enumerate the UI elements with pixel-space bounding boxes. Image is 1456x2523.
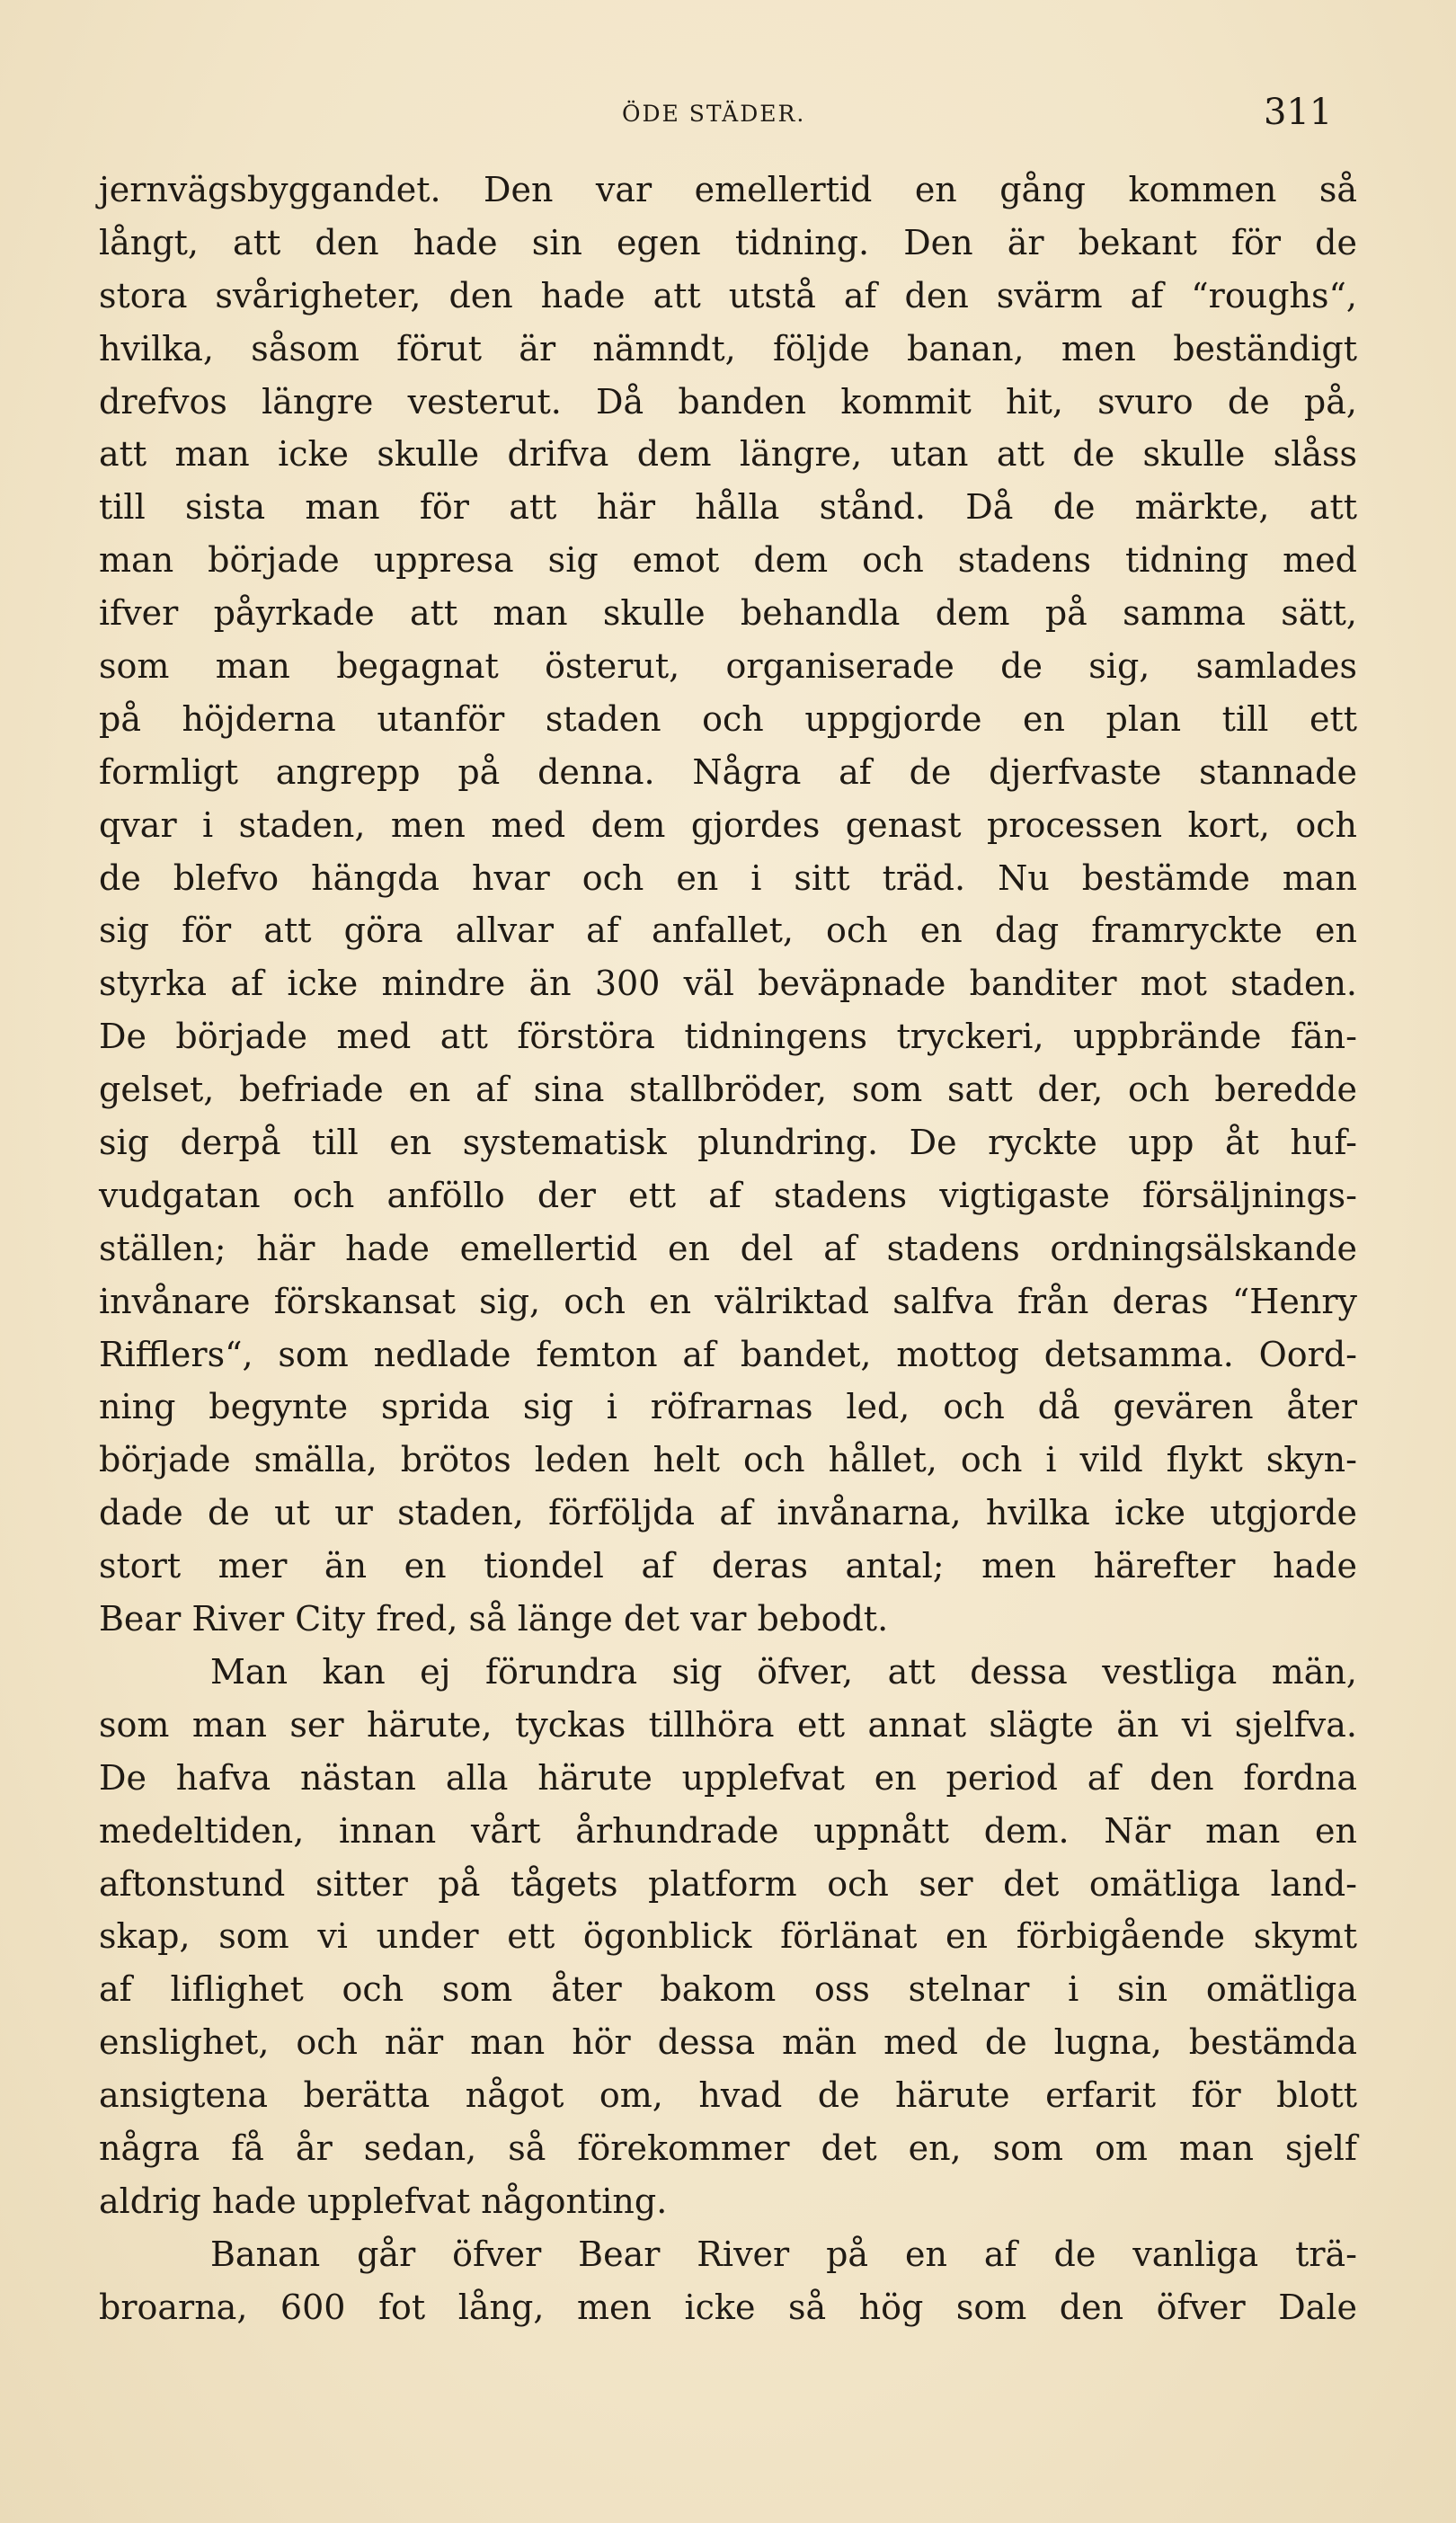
text-line: Bear River City fred, så länge det var bebodt. [99, 1599, 889, 1639]
text-line: formligt angrepp på denna. Några af de djerfvaste stannade [99, 751, 1357, 792]
text-line: ansigtena berätta något om, hvad de härute erfarit för blott [99, 2075, 1357, 2116]
text-line: Man kan ej förundra sig öfver, att dessa vestliga män, [210, 1651, 1357, 1692]
text-line: broarna, 600 fot lång, men icke så hög som den öfver Dale [99, 2287, 1357, 2327]
text-line: hvilka, såsom förut är nämndt, följde banan, men beständigt [99, 328, 1357, 369]
text-line: till sista man för att här hålla stånd. Då de märkte, att [99, 487, 1357, 528]
text-line: som man ser härute, tyckas tillhöra ett annat slägte än vi sjelfva. [99, 1704, 1357, 1745]
text-line: på höjderna utanför staden och uppgjorde en plan till ett [99, 698, 1357, 739]
text-line: aftonstund sitter på tågets platform och ser det omätliga land- [99, 1863, 1357, 1904]
text-line: ställen; här hade emellertid en del af stadens ordningsälskande [99, 1228, 1357, 1268]
text-line: Rifflers“, som nedlade femton af bandet, mottog detsamma. Oord- [99, 1334, 1357, 1374]
running-title: ÖDE STÄDER. [622, 101, 806, 127]
text-line: medeltiden, innan vårt århundrade uppnått dem. När man en [99, 1810, 1357, 1851]
text-line: styrka af icke mindre än 300 väl beväpnade banditer mot staden. [99, 964, 1357, 1004]
text-line: ifver påyrkade att man skulle behandla dem på samma sätt, [99, 593, 1357, 634]
text-line: skap, som vi under ett ögonblick förlänat en förbigående skymt [99, 1916, 1357, 1957]
text-line: de blefvo hängda hvar och en i sitt träd. Nu bestämde man [99, 857, 1357, 898]
text-line: De började med att förstöra tidningens tryckeri, uppbrände fän- [99, 1017, 1357, 1057]
text-line: drefvos längre vesterut. Då banden kommit hit, svuro de på, [99, 381, 1357, 422]
text-line: vudgatan och anföllo der ett af stadens vigtigaste försäljnings- [99, 1175, 1357, 1215]
text-line: stort mer än en tiondel af deras antal; men härefter hade [99, 1546, 1357, 1586]
text-line: af liflighet och som åter bakom oss stelnar i sin omätliga [99, 1969, 1357, 2010]
text-line: De hafva nästan alla härute upplefvat en period af den fordna [99, 1757, 1357, 1798]
text-line: qvar i staden, men med dem gjordes genast processen kort, och [99, 804, 1357, 845]
text-line: man började uppresa sig emot dem och stadens tidning med [99, 540, 1357, 581]
text-line: aldrig hade upplefvat någonting. [99, 2181, 668, 2221]
text-line: stora svårigheter, den hade att utstå af den svärm af “roughs“, [99, 275, 1357, 315]
running-head [0, 90, 1456, 144]
text-line: ning begynte sprida sig i röfrarnas led, och då gevären åter [99, 1387, 1357, 1427]
text-line: började smälla, brötos leden helt och hållet, och i vild flykt skyn- [99, 1440, 1357, 1480]
page-number: 311 [1264, 92, 1333, 133]
body-text [99, 164, 1357, 2334]
text-line: långt, att den hade sin egen tidning. Den är bekant för de [99, 222, 1357, 262]
text-line: invånare förskansat sig, och en välriktad salfva från deras “Henry [99, 1281, 1357, 1321]
text-line: några få år sedan, så förekommer det en, som om man sjelf [99, 2128, 1357, 2168]
text-line: dade de ut ur staden, förföljda af invånarna, hvilka icke utgjorde [99, 1493, 1357, 1533]
text-line: jernvägsbyggandet. Den var emellertid en gång kommen så [99, 170, 1357, 209]
text-line: sig derpå till en systematisk plundring. De ryckte upp åt huf- [99, 1123, 1357, 1163]
text-line: gelset, befriade en af sina stallbröder, som satt der, och beredde [99, 1070, 1357, 1110]
text-line: att man icke skulle drifva dem längre, utan att de skulle slåss [99, 434, 1357, 475]
text-line: sig för att göra allvar af anfallet, och en dag framryckte en [99, 911, 1357, 951]
text-line: Banan går öfver Bear River på en af de vanliga trä- [210, 2234, 1357, 2274]
text-line: som man begagnat österut, organiserade de sig, samlades [99, 646, 1357, 687]
text-line: enslighet, och när man hör dessa män med de lugna, bestämda [99, 2022, 1357, 2063]
